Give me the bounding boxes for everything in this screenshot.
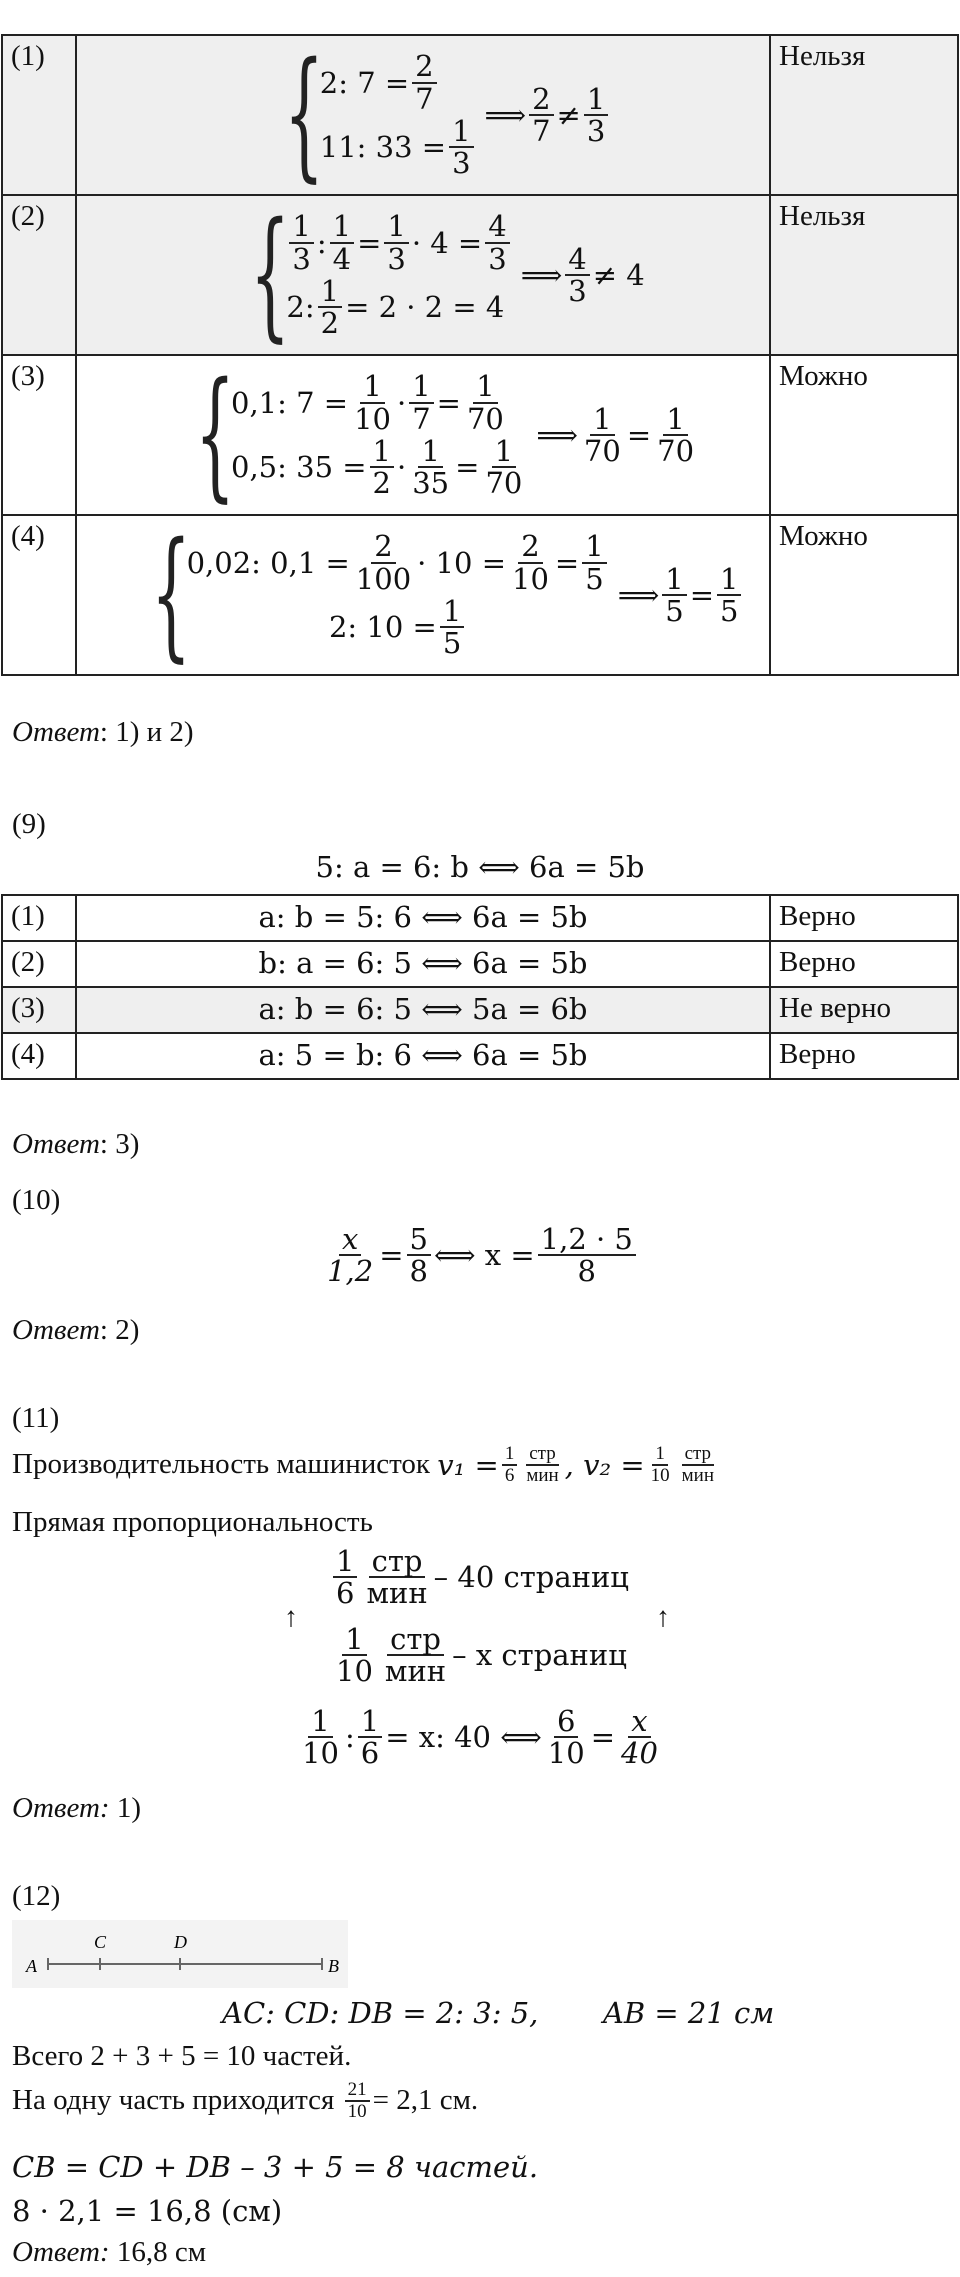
row-number: (1)	[2, 35, 76, 195]
answer-1: Ответ: 1) и 2)	[12, 716, 194, 748]
row-number: (1)	[2, 895, 76, 941]
row-result: Не верно	[770, 987, 958, 1033]
point-label: B	[328, 1956, 339, 1976]
proportion-row-1: $\frac{1}{6}$ $\frac{\text{стр}}{\text{мин}}$ – 40 страниц	[330, 1546, 629, 1609]
row-number: (2)	[2, 195, 76, 355]
answer-12: Ответ: 16,8 см	[12, 2236, 207, 2268]
row-expression: { 0,1: 7 = $\frac{1}{10}$ · $\frac{1}{7}$ = $\frac{1}{70}$ 0,5: 35 = $\frac{1}{2}$ · $\frac{1}{35}$ = $\frac{1}{70}$ ⟹ $\frac{1}{70}$ = $\frac{1}{70}$	[76, 355, 770, 515]
row-number: (4)	[2, 1033, 76, 1079]
row-number: (3)	[2, 987, 76, 1033]
table-row	[2, 987, 958, 1033]
task-9-number: (9)	[12, 808, 46, 840]
answer-11: Ответ: 1)	[12, 1792, 141, 1824]
row-result: Верно	[770, 895, 958, 941]
task-12-number: (12)	[12, 1880, 61, 1912]
table-row	[2, 941, 958, 987]
answer-10: Ответ: 2)	[12, 1314, 140, 1346]
calc-line: 8 · 2,1 = 16,8 (см)	[12, 2194, 283, 2228]
row-result: Можно	[770, 355, 958, 515]
task-11-number: (11)	[12, 1402, 60, 1434]
cb-line: CB = CD + DB – 3 + 5 = 8 частей.	[12, 2150, 539, 2184]
task-10-equation: $\frac{x}{1,2}$ = $\frac{5}{8}$ ⟺ x = $\frac{1,2 \cdot 5}{8}$	[0, 1224, 960, 1287]
row-result: Нельзя	[770, 195, 958, 355]
arrow-up-icon: ↑	[656, 1602, 670, 1633]
per-part-line: На одну часть приходится $\frac{21}{10}$ = 2,1 см.	[12, 2079, 479, 2122]
segment-diagram-svg	[12, 1920, 348, 1988]
point-label: D	[174, 1932, 187, 1952]
table-row	[2, 195, 958, 355]
row-result: Верно	[770, 1033, 958, 1079]
comparison-table	[1, 34, 959, 676]
task-11-equation: $\frac{1}{10}$ : $\frac{1}{6}$ = x: 40 ⟺ $\frac{6}{10}$ = $\frac{x}{40}$	[302, 1704, 658, 1771]
proportion-row-2: $\frac{1}{10}$ $\frac{\text{стр}}{\text{мин}}$ – x страниц	[336, 1622, 627, 1689]
row-expression: a: b = 6: 5 ⟺ 5a = 6b	[76, 987, 770, 1033]
answer-9: Ответ: 3)	[12, 1128, 140, 1160]
row-expression: { $\frac{1}{3}$ : $\frac{1}{4}$ = $\frac{1}{3}$ · 4 = $\frac{4}{3}$ 2: $\frac{1}{2}$ = 2 · 2 = 4 ⟹ $\frac{4}{3}$ ≠ 4	[76, 195, 770, 355]
point-label: A	[26, 1956, 37, 1976]
row-result: Можно	[770, 515, 958, 675]
row-result: Верно	[770, 941, 958, 987]
task-10-number: (10)	[12, 1184, 61, 1216]
task-9-table	[1, 894, 959, 1080]
row-expression: a: 5 = b: 6 ⟺ 6a = 5b	[76, 1033, 770, 1079]
ratio-line: AC: CD: DB = 2: 3: 5, AB = 21 см	[222, 1996, 775, 2030]
row-number: (2)	[2, 941, 76, 987]
segment-diagram	[12, 1920, 348, 1988]
arrow-up-icon: ↑	[284, 1602, 298, 1633]
row-expression: { 2: 7 = $\frac{2}{7}$ 11: 33 = $\frac{1}{3}$ ⟹ $\frac{2}{7}$ ≠ $\frac{1}{3}$	[76, 35, 770, 195]
table-row	[2, 35, 958, 195]
row-expression: a: b = 5: 6 ⟺ 6a = 5b	[76, 895, 770, 941]
table-row	[2, 1033, 958, 1079]
total-parts: Всего 2 + 3 + 5 = 10 частей.	[12, 2040, 352, 2072]
point-label: C	[94, 1932, 107, 1952]
productivity-line: Производительность машинисток v₁ = $\frac{1}{6}$ $\frac{\text{стр}}{\text{мин}}$ , v₂ = $\frac{1}{10}$ $\frac{\text{стр}}{\text{мин}}$	[12, 1443, 714, 1486]
task-9-header: 5: a = 6: b ⟺ 6a = 5b	[315, 850, 645, 884]
row-number: (3)	[2, 355, 76, 515]
table-row	[2, 895, 958, 941]
table-row	[2, 355, 958, 515]
row-expression: b: a = 6: 5 ⟺ 6a = 5b	[76, 941, 770, 987]
row-number: (4)	[2, 515, 76, 675]
proportion-type: Прямая пропорциональность	[12, 1506, 373, 1538]
table-row	[2, 515, 958, 675]
row-result: Нельзя	[770, 35, 958, 195]
row-expression: { 0,02: 0,1 = $\frac{2}{100}$ · 10 = $\frac{2}{10}$ = $\frac{1}{5}$ 2: 10 = $\frac{1}{5}$ ⟹ $\frac{1}{5}$ = $\frac{1}{5}$	[76, 515, 770, 675]
